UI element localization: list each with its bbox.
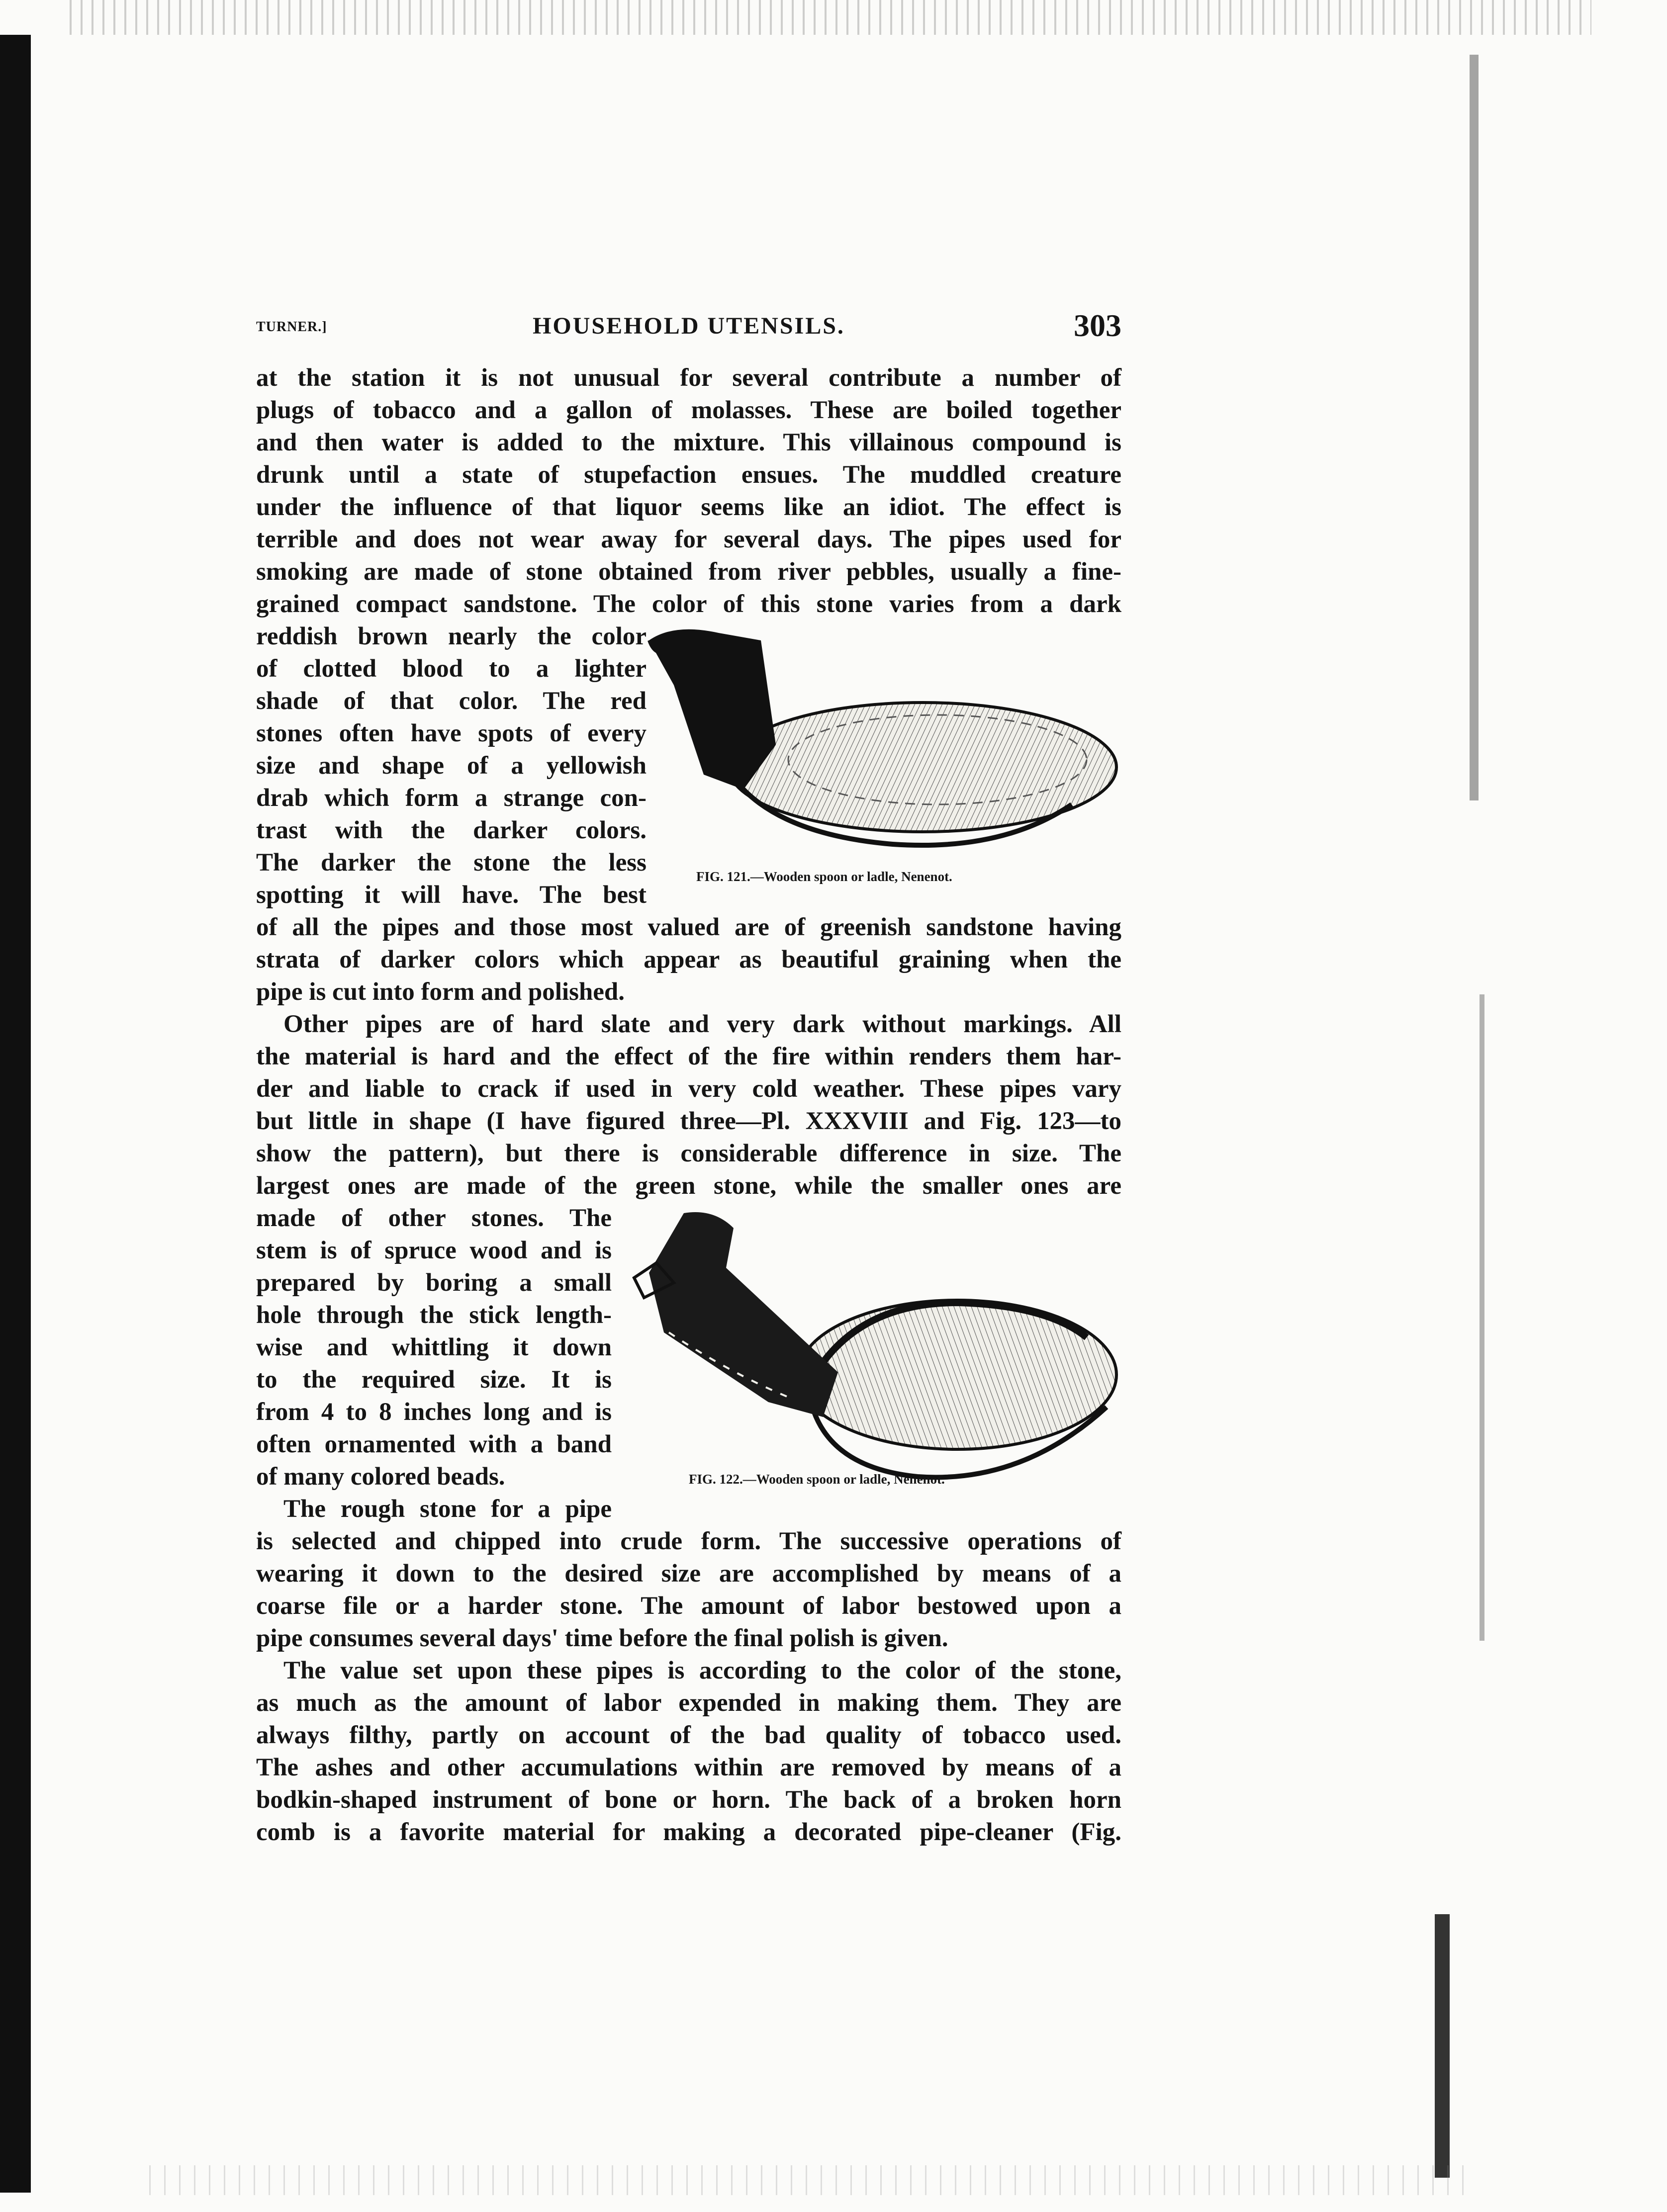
text-line: wise and whittling it down — [256, 1333, 612, 1361]
text-line: prepared by boring a small — [256, 1269, 612, 1297]
text-line: largest ones are made of the green stone, while the smaller ones are — [256, 1172, 1121, 1200]
text-line: pipe consumes several days' time before the final polish is given. — [256, 1624, 948, 1652]
text-line: The value set upon these pipes is according to the color of the stone, — [283, 1657, 1121, 1684]
text-line: as much as the amount of labor expended in making them. They are — [256, 1689, 1121, 1717]
text-line: terrible and does not wear away for several days. The pipes used for — [256, 526, 1121, 553]
text-line: often ornamented with a band — [256, 1430, 612, 1458]
text-line: comb is a favorite material for making a decorated pipe-cleaner (Fig. — [256, 1818, 1121, 1846]
figure-122-spoon-illustration — [609, 1208, 1121, 1494]
page-header — [256, 307, 1121, 347]
text-line: grained compact sandstone. The color of this stone varies from a dark — [256, 590, 1121, 618]
figure-121-caption: FIG. 121.—Wooden spoon or ladle, Nenenot. — [696, 869, 952, 884]
text-line: show the pattern), but there is considerable difference in size. The — [256, 1140, 1121, 1167]
body-text — [256, 362, 1121, 1849]
text-line: smoking are made of stone obtained from river pebbles, usually a fine- — [256, 558, 1121, 586]
running-head-title: HOUSEHOLD UTENSILS. — [533, 313, 845, 339]
text-line: der and liable to crack if used in very cold weather. These pipes vary — [256, 1075, 1121, 1103]
text-line: hole through the stick length- — [256, 1301, 612, 1329]
text-line: spotting it will have. The best — [256, 881, 647, 909]
page-number: 303 — [1074, 308, 1121, 343]
text-line: wearing it down to the desired size are accomplished by means of a — [256, 1560, 1121, 1588]
text-line: coarse file or a harder stone. The amount of labor bestowed upon a — [256, 1592, 1121, 1620]
scan-edge-right — [1470, 55, 1479, 800]
scan-edge-right — [1480, 994, 1484, 1641]
text-line: The ashes and other accumulations within are removed by means of a — [256, 1754, 1121, 1781]
text-line: to the required size. It is — [256, 1366, 612, 1394]
text-line: plugs of tobacco and a gallon of molasses. These are boiled together — [256, 396, 1121, 424]
text-line: size and shape of a yellowish — [256, 752, 647, 780]
text-line: trast with the darker colors. — [256, 816, 647, 844]
scan-edge-right — [1435, 1914, 1450, 2178]
text-line: the material is hard and the effect of the fire within renders them har- — [256, 1043, 1121, 1070]
scan-edge-left — [0, 35, 31, 2193]
scan-edge-bottom — [149, 2165, 1467, 2195]
figure-121-spoon-illustration — [644, 625, 1119, 859]
text-line: stones often have spots of every — [256, 719, 647, 747]
text-line: Other pipes are of hard slate and very dark without markings. All — [283, 1010, 1121, 1038]
text-line: shade of that color. The red — [256, 687, 647, 715]
scan-edge-top — [70, 0, 1591, 35]
text-line: of many colored beads. — [256, 1463, 505, 1491]
text-line: under the influence of that liquor seems like an idiot. The effect is — [256, 493, 1121, 521]
text-line: but little in shape (I have figured three—Pl. XXXVIII and Fig. 123—to — [256, 1107, 1121, 1135]
text-line: of clotted blood to a lighter — [256, 655, 647, 683]
text-line: at the station it is not unusual for several contribute a number of — [256, 364, 1121, 392]
text-line: pipe is cut into form and polished. — [256, 978, 625, 1006]
text-line: reddish brown nearly the color — [256, 622, 647, 650]
text-line: The rough stone for a pipe — [283, 1495, 612, 1523]
text-line: stem is of spruce wood and is — [256, 1237, 612, 1264]
text-line: drab which form a strange con- — [256, 784, 647, 812]
running-head-author: TURNER.] — [256, 319, 327, 335]
text-line: strata of darker colors which appear as beautiful graining when the — [256, 946, 1121, 973]
text-line: made of other stones. The — [256, 1204, 612, 1232]
text-line: drunk until a state of stupefaction ensues. The muddled creature — [256, 461, 1121, 489]
text-line: bodkin-shaped instrument of bone or horn. The back of a broken horn — [256, 1786, 1121, 1814]
text-line: is selected and chipped into crude form. The successive operations of — [256, 1527, 1121, 1555]
text-line: The darker the stone the less — [256, 849, 647, 877]
text-line: from 4 to 8 inches long and is — [256, 1398, 612, 1426]
text-line: of all the pipes and those most valued are of greenish sandstone having — [256, 913, 1121, 941]
figure-122-caption: FIG. 122.—Wooden spoon or ladle, Nenenot. — [689, 1472, 945, 1487]
text-line: always filthy, partly on account of the bad quality of tobacco used. — [256, 1721, 1121, 1749]
text-line: and then water is added to the mixture. This villainous compound is — [256, 429, 1121, 456]
